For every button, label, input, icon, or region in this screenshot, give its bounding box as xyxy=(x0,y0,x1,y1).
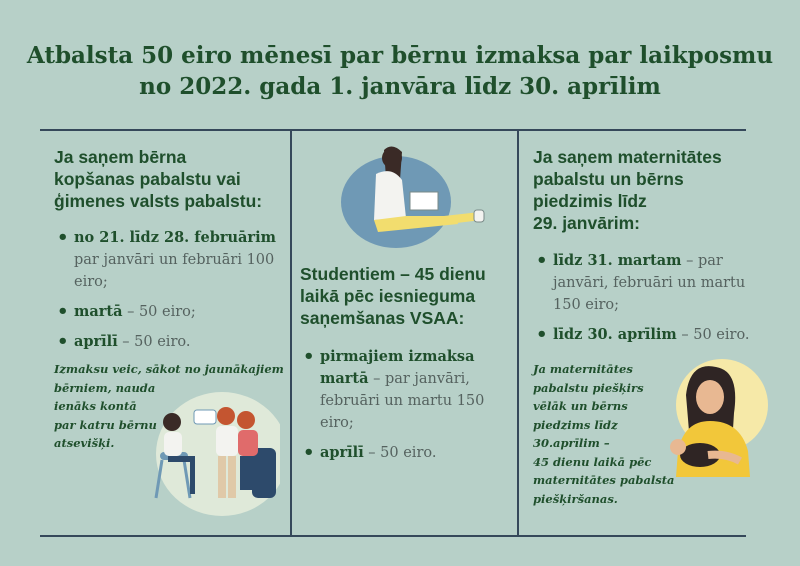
list-item xyxy=(54,227,279,293)
col3-list xyxy=(533,250,753,354)
item-bold: aprīlī xyxy=(74,333,118,350)
family-conversation-illustration xyxy=(140,382,280,522)
item-text: – 50 eiro. xyxy=(363,445,437,461)
col1-heading-line: ģimenes valsts pabalstu: xyxy=(54,191,263,211)
item-text: eiro; xyxy=(320,415,354,431)
note-line: piedzims līdz xyxy=(533,417,618,432)
item-text: – 50 eiro. xyxy=(676,327,750,343)
bottom-divider xyxy=(40,535,746,537)
list-item xyxy=(300,346,510,434)
note-line: atsevišķi. xyxy=(54,436,115,450)
item-bold: martā xyxy=(74,303,123,320)
col1-list xyxy=(54,227,279,361)
note-line: ienāks kontā xyxy=(54,399,137,413)
item-bold: pirmajiem izmaksa xyxy=(320,348,475,365)
col1-heading-line: kopšanas pabalstu vai xyxy=(54,169,241,189)
note-line: bērniem, nauda xyxy=(54,380,156,395)
title-line-2: no 2022. gada 1. janvāra līdz 30. aprīlim xyxy=(139,73,661,100)
title-line-1: Atbalsta 50 eiro mēnesī par bērnu izmaksa par laikposmu xyxy=(26,42,774,69)
item-text: februāri un martu 150 xyxy=(320,393,485,409)
list-item xyxy=(533,250,753,316)
list-item xyxy=(54,331,279,353)
col2-heading-line: laikā pēc iesnieguma xyxy=(300,286,476,306)
note-line: piešķiršanas. xyxy=(533,491,618,506)
item-text: eiro; xyxy=(74,274,108,290)
item-bold: aprīlī xyxy=(320,444,364,461)
note-line: Izmaksu veic, sākot no jaunākajiem xyxy=(54,362,284,376)
item-bold: no 21. līdz 28. februārim xyxy=(74,229,276,246)
note-line: pabalstu piešķirs xyxy=(533,380,644,395)
item-text: – 50 eiro. xyxy=(117,334,191,350)
note-line: par katru bērnu xyxy=(54,417,157,432)
item-bold: martā xyxy=(320,370,369,387)
column-divider-1 xyxy=(290,129,292,536)
col2-heading xyxy=(300,263,486,329)
item-text: 150 eiro; xyxy=(553,297,620,313)
note-line: vēlāk un bērns xyxy=(533,399,628,413)
item-bold: līdz 30. aprīlim xyxy=(553,326,677,343)
col3-heading-line: 29. janvārim: xyxy=(533,213,640,233)
col3-heading-line: piedzimis līdz xyxy=(533,191,647,211)
item-text: – 50 eiro; xyxy=(122,304,196,320)
list-item xyxy=(54,301,279,323)
item-text: janvāri, februāri un martu xyxy=(553,275,746,291)
list-item xyxy=(300,442,510,464)
student-laptop-illustration xyxy=(336,140,486,250)
col3-heading-line: pabalstu un bērns xyxy=(533,169,684,189)
note-line: Ja maternitātes xyxy=(533,362,633,376)
note-line: maternitātes pabalsta xyxy=(533,473,675,487)
col2-heading-line: saņemšanas VSAA: xyxy=(300,308,465,328)
column-divider-2 xyxy=(517,129,519,536)
page-title xyxy=(0,40,800,102)
mother-baby-illustration xyxy=(650,355,770,480)
note-line: 30.aprīlim – xyxy=(533,436,610,450)
item-bold: līdz 31. martam xyxy=(553,252,682,269)
note-line: 45 dienu laikā pēc xyxy=(533,454,652,469)
col2-heading-line: Studentiem – 45 dienu xyxy=(300,264,486,284)
col2-list xyxy=(300,346,510,472)
item-text: – par xyxy=(681,253,723,269)
col3-heading xyxy=(533,146,722,234)
top-divider xyxy=(40,129,746,131)
col1-heading xyxy=(54,146,262,212)
col3-heading-line: Ja saņem maternitātes xyxy=(533,147,722,167)
item-text: par janvāri un februāri 100 xyxy=(74,252,275,268)
item-text: – par janvāri, xyxy=(368,371,470,387)
list-item xyxy=(533,324,753,346)
col1-heading-line: Ja saņem bērna xyxy=(54,147,187,167)
